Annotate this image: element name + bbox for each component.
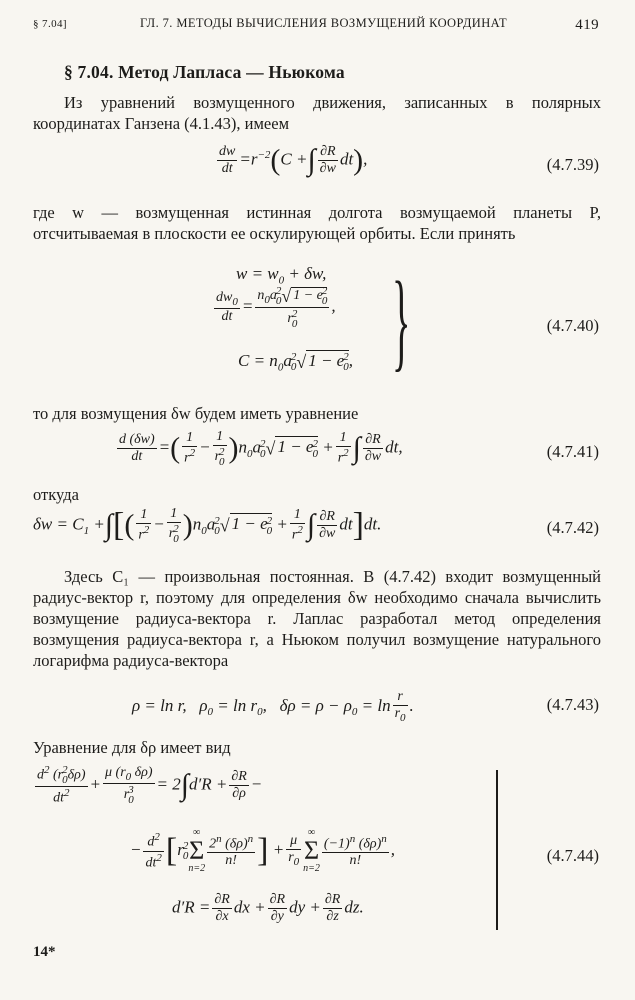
running-header-section: § 7.04] bbox=[33, 18, 67, 30]
paragraph-intro bbox=[33, 92, 601, 134]
equation-4-7-44-line-3: d′R = $\frac{\partial R}{\partial x}$ dx + $\frac{\partial R}{\partial y}$ dy + $\frac{\partial R}{\partial z}$ dz. bbox=[172, 892, 364, 924]
paragraph-text: Из уравнений возмущенного движения, записанных в полярных координатах Ганзена (4.1.43), имеем bbox=[33, 93, 601, 133]
equation-4-7-40-line-3: $C = n_0a$ 2 0 √ 1 − e 2 0 , bbox=[238, 351, 353, 374]
equation-4-7-40-line-2: $\frac{dw_0}{dt}$ = $n_0a$ 2 0 √ 1 − e 2 0 r 2 0 , bbox=[216, 285, 336, 331]
paragraph-perturbation bbox=[33, 403, 601, 424]
equation-number: (4.7.42) bbox=[546, 518, 599, 537]
equation-number: (4.7.39) bbox=[546, 155, 599, 174]
equation-4-7-40-line-1: $w = w_0 + \delta w$, bbox=[236, 264, 327, 287]
paragraph-text: откуда bbox=[33, 485, 79, 504]
paragraph-text: Уравнение для δρ имеет вид bbox=[33, 738, 231, 757]
signature-mark: 14* bbox=[33, 944, 56, 960]
equation-number: (4.7.41) bbox=[546, 442, 599, 461]
equation-number: (4.7.40) bbox=[546, 316, 599, 335]
paragraph-laplace-newcomb bbox=[33, 566, 601, 671]
paragraph-definition bbox=[33, 202, 601, 244]
page-number: 419 bbox=[575, 17, 599, 33]
paragraph-text: Здесь C₁ — произвольная постоянная. В (4.7.42) входит возмущенный радиус-вектор r, поэтому для определения δw необходимо сначала вычислить возмущение радиуса-вектора r. Лаплас разработал метод определения возмущения радиуса-вектора r, а Ньюком получил возмущение натурального логарифма радиуса-вектора bbox=[33, 567, 601, 670]
equation-number: (4.7.44) bbox=[546, 846, 599, 865]
paragraph-equation-intro bbox=[33, 737, 601, 758]
equation-4-7-42: $\delta w = C_1$ +∫[( $\frac{1}{r^2}$ − 1 r 2 0 )$n_0a$ 2 0 √ 1 − e 2 0 + $\frac{1}{r^2}$ ∫ $\frac{\partial R}{\partial w}$ dt]dt. bbox=[33, 506, 382, 545]
right-bracket-line bbox=[496, 770, 498, 930]
running-header-title: ГЛ. 7. МЕТОДЫ ВЫЧИСЛЕНИЯ ВОЗМУЩЕНИЙ КООРДИНАТ bbox=[140, 16, 508, 30]
equation-4-7-39: $\frac{dw}{dt}$ $=r^{-2}(C$ +∫ $\frac{\partial R}{\partial w}$ dt), bbox=[219, 143, 368, 177]
paragraph-text: то для возмущения δw будем иметь уравнение bbox=[33, 404, 359, 423]
right-brace: } bbox=[392, 259, 411, 381]
equation-number: (4.7.43) bbox=[546, 695, 599, 714]
paragraph-hence bbox=[33, 484, 601, 505]
equation-4-7-44-line-1: $d^2$ (r 2 0 δρ) $dt^2$ + μ ($r_0$ δρ) r 3 0 = 2∫d′R + $\frac{\partial R}{\partial\rho}$ − bbox=[37, 764, 263, 807]
paragraph-text: где w — возмущенная истинная долгота возмущаемой планеты P, отсчитываемая в плоскости ее оскулирующей орбиты. Если принять bbox=[33, 203, 601, 243]
equation-4-7-41: $\frac{d (\delta w)}{dt}$ =( $\frac{1}{r^2}$ − 1 r 2 0 )$n_0a$ 2 0 √ 1 − e 2 0 + $\frac{1}{r^2}$ ∫ $\frac{\partial R}{\partial w}$ dt, bbox=[119, 429, 403, 468]
equation-4-7-43: ρ = ln r, $\rho_0 = \ln r_0$, $\delta\rho = \rho - \rho_0 = \ln$ $\frac{r}{r_0}$ . bbox=[132, 689, 414, 724]
section-title: § 7.04. Метод Лапласа — Ньюкома bbox=[64, 62, 345, 82]
equation-4-7-44-line-2: − $\frac{d^2}{dt^2}$ [r 2 0 ∞ Σ n=2 $\frac{2^n (\delta\rho)^n}{n!}$ ] + $\frac{\mu}{r_0}$ ∞ Σ n=2 $\frac{(-1)^n (\delta\rho)^n}{n!}$ , bbox=[130, 827, 395, 874]
